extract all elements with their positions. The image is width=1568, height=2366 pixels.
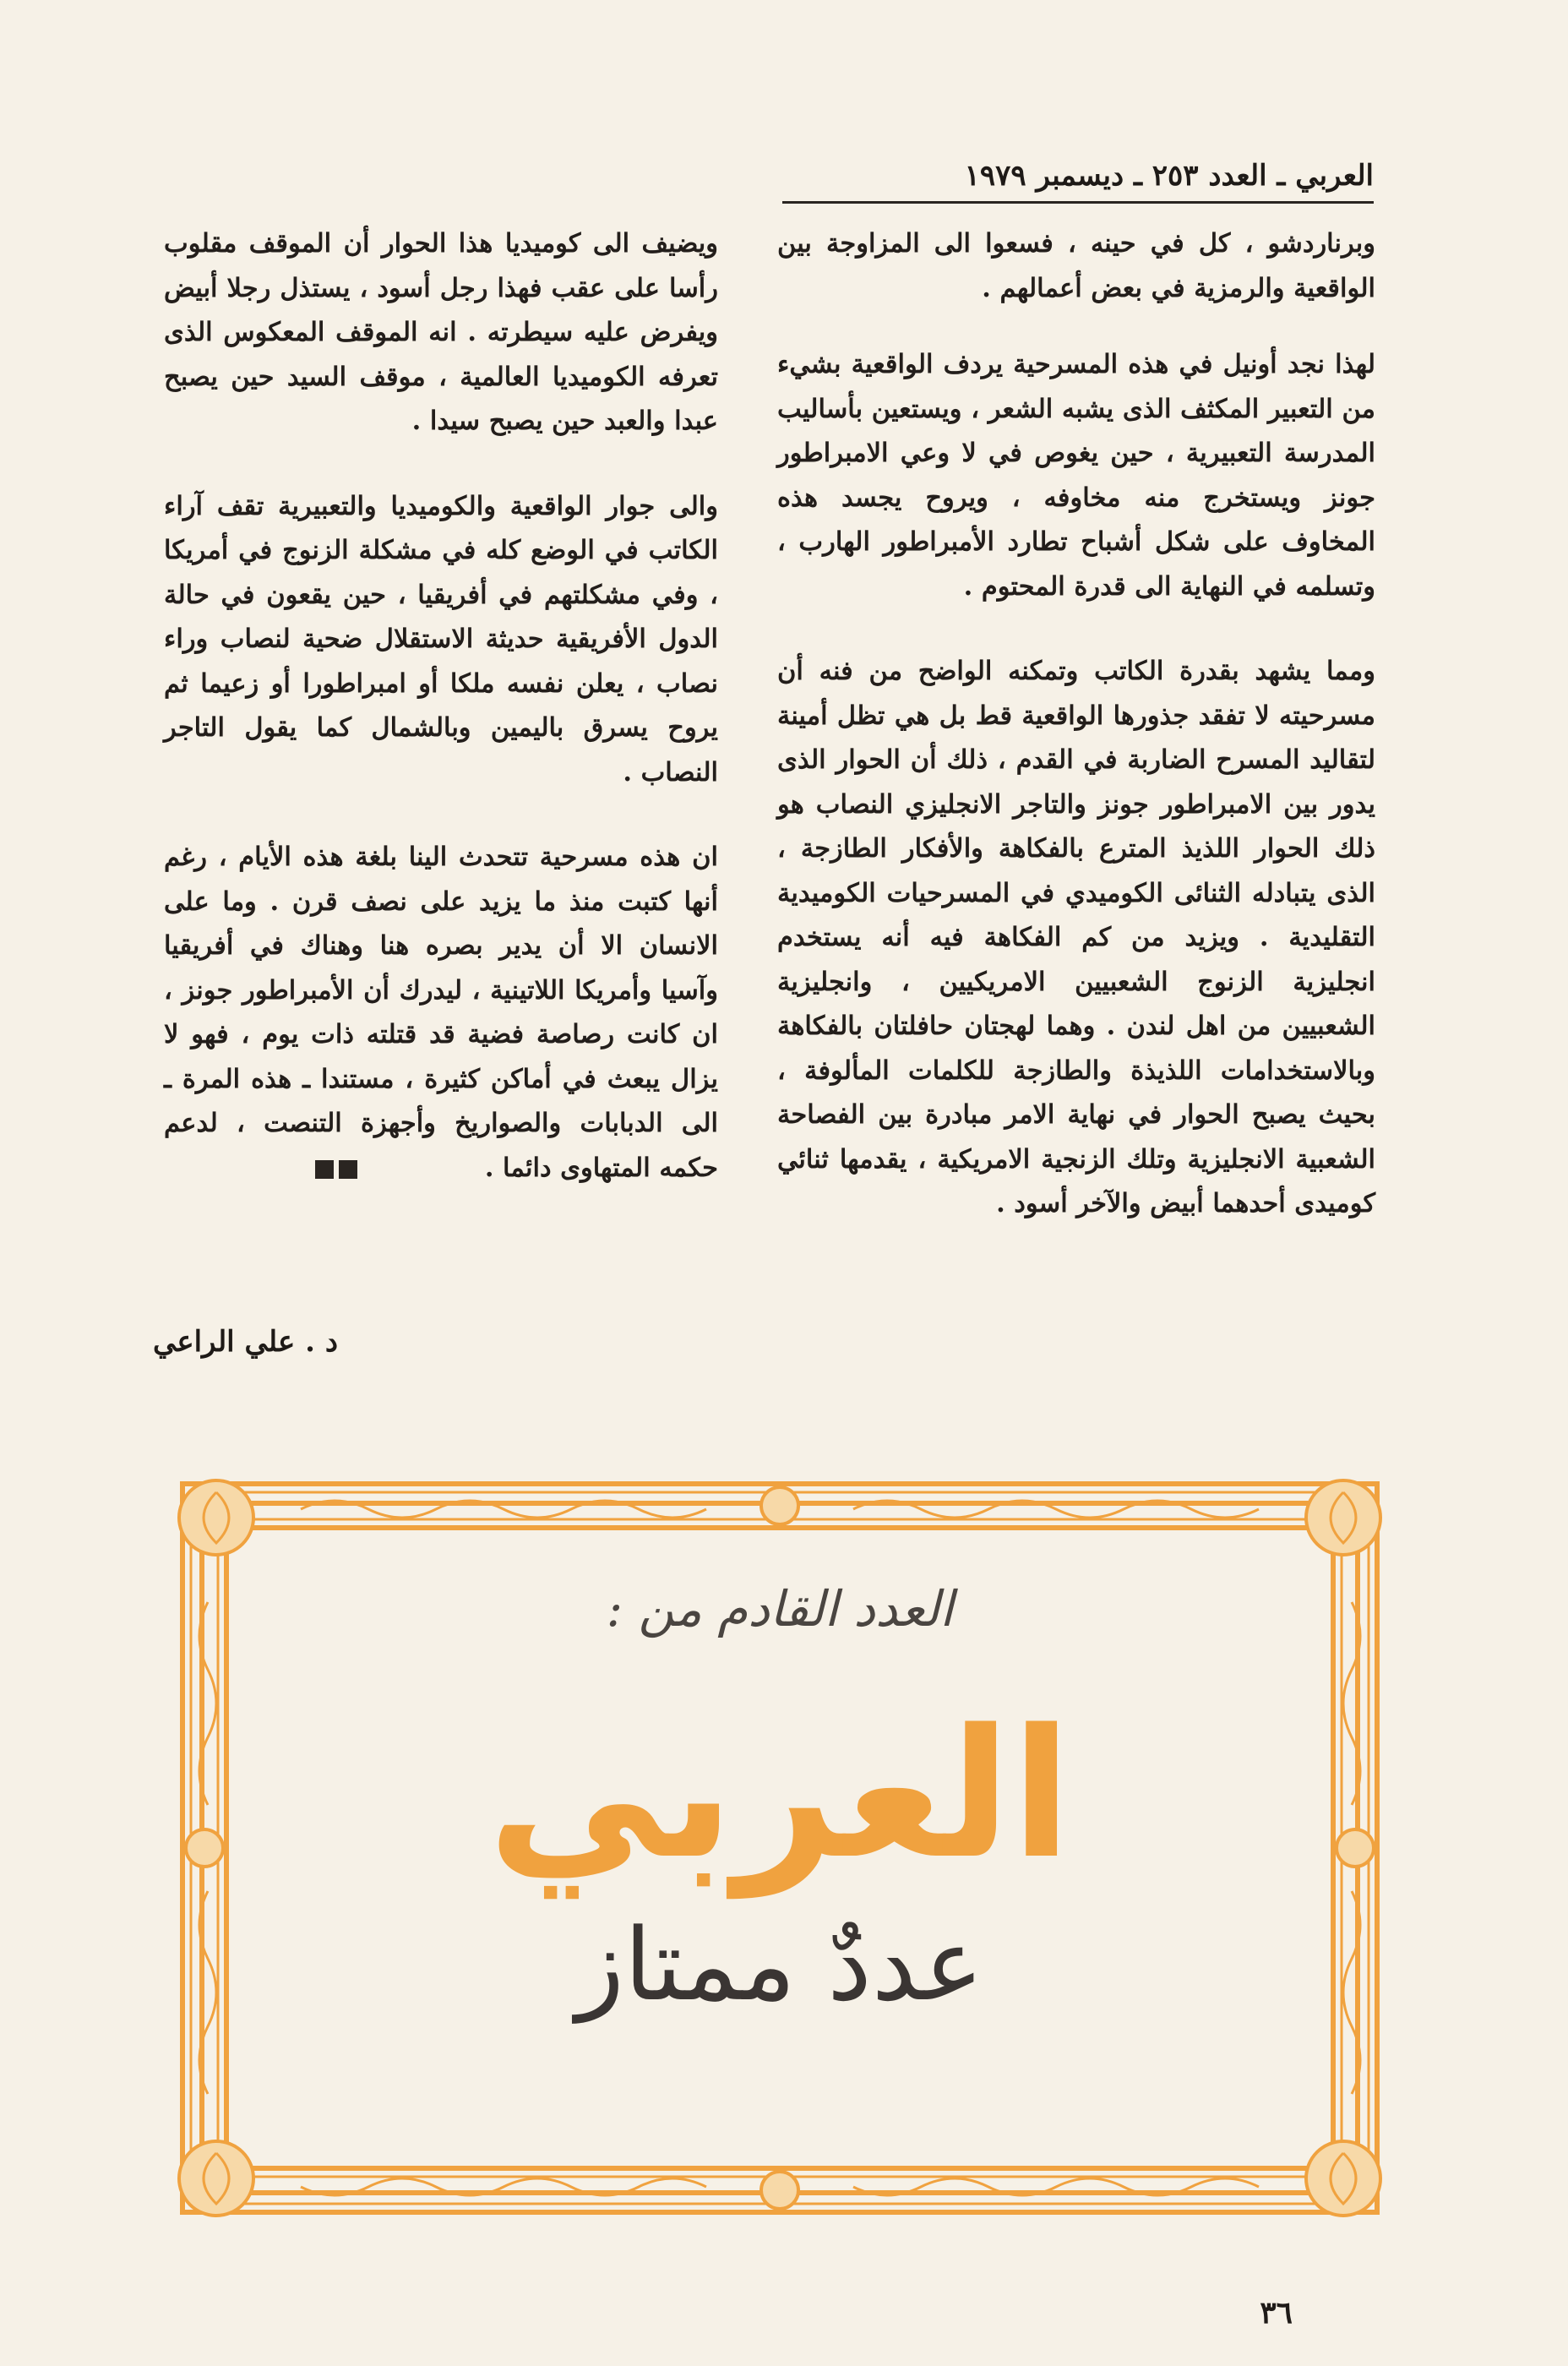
next-issue-advertisement (166, 1467, 1394, 2229)
article-column-left (164, 221, 718, 1190)
ad-subtitle: العدد القادم من : (606, 1580, 954, 1638)
paragraph: ويضيف الى كوميديا هذا الحوار أن الموقف مقلوب رأسا على عقب فهذا رجل أسود ، يستذل رجلا أبيض ويفرض عليه سيطرته . انه الموقف المعكوس الذى تعرفه الكوميديا العالمية ، موقف السيد حين يصبح عبدا والعبد حين يصبح سيدا . (164, 228, 718, 436)
paragraph-text: ان هذه مسرحية تتحدث الينا بلغة هذه الأيام ، رغم أنها كتبت منذ ما يزيد على نصف قرن . وما على الانسان الا أن يدير بصره هنا وهناك في أفريقيا وآسيا وأمريكا اللاتينية ، ليدرك أن الأمبراطور جونز ، ان كانت رصاصة فضية قد قتلته ذات يوم ، فهو لا يزال يبعث في أماكن كثيرة ، مستندا ـ هذه المرة ـ الى الدبابات والصواريخ وأجهزة التنصت ، لدعم حكمه المتهاوى دائما . (164, 842, 718, 1183)
paragraph (164, 835, 718, 1190)
paragraph: ومما يشهد بقدرة الكاتب وتمكنه الواضح من فنه أن مسرحيته لا تفقد جذورها الواقعية قط بل هي تظل أمينة لتقاليد المسرح الضاربة في القدم ، ذلك أن الحوار الذى يدور بين الامبراطور جونز والتاجر الانجليزي النصاب هو ذلك الحوار اللذيذ المترع بالفكاهة والأفكار الطازجة ، الذى يتبادله الثنائى الكوميدي في المسرحيات الكوميدية التقليدية . ويزيد من كم الفكاهة فيه أنه يستخدم انجليزية الزنوج الشعبيين الامريكيين ، وانجليزية الشعبيين من اهل لندن . وهما لهجتان حافلتان بالفكاهة وبالاستخدامات اللذيذة والطازجة للكلمات المألوفة ، بحيث يصبح الحوار في نهاية الامر مبادرة بين الفصاحة الشعبية الانجليزية وتلك الزنجية الامريكية ، يقدمها ثنائي كوميدى أحدهما أبيض والآخر أسود . (777, 656, 1375, 1218)
page-number: ٣٦ (1260, 2295, 1293, 2331)
article-column-right (777, 221, 1375, 1267)
author-signature: د . علي الراعي (152, 1325, 338, 1359)
paragraph: لهذا نجد أونيل في هذه المسرحية يردف الواقعية بشيء من التعبير المكثف الذى يشبه الشعر ، ويستعين بأساليب المدرسة التعبيرية ، حين يغوص في لا وعي الامبراطور جونز ويستخرج منه مخاوفه ، ويروح يجسد هذه المخاوف على شكل أشباح تطارد الأمبراطور الهارب ، وتسلمه في النهاية الى قدرة المحتوم . (777, 349, 1375, 602)
running-header: العربي ـ العدد ٢٥٣ ـ ديسمبر ١٩٧٩ (782, 159, 1374, 204)
magazine-title: العربي (487, 1691, 1072, 1898)
end-of-article-mark-icon (315, 1160, 357, 1179)
paragraph: وبرناردشو ، كل في حينه ، فسعوا الى المزاوجة بين الواقعية والرمزية في بعض أعمالهم . (777, 228, 1375, 303)
paragraph: والى جوار الواقعية والكوميديا والتعبيرية تقف آراء الكاتب في الوضع كله في مشكلة الزنوج في أمريكا ، وفي مشكلتهم في أفريقيا ، حين يقعون في حالة الدول الأفريقية حديثة الاستقلال ضحية لنصاب وراء نصاب ، يعلن نفسه ملكا أو امبراطورا أو زعيما ثم يروح يسرق باليمين وبالشمال كما يقول التاجر النصاب . (164, 490, 718, 788)
special-issue-label: عددٌ ممتاز (575, 1906, 984, 2023)
advertisement-content (292, 1568, 1267, 2128)
